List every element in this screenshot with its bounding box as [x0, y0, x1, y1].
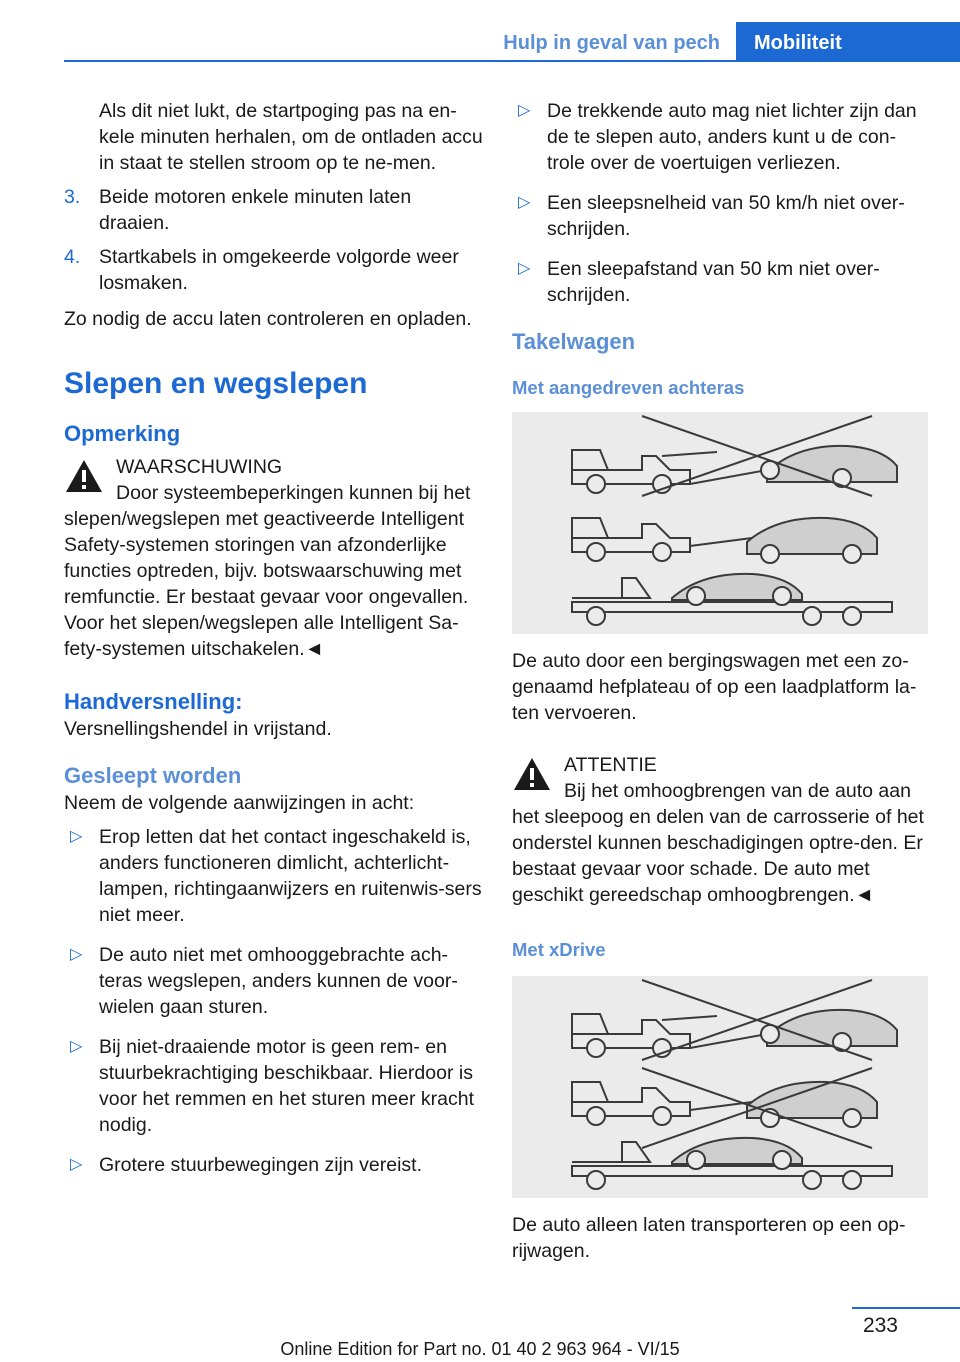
rwd-heading: Met aangedreven achteras: [512, 377, 745, 398]
step-item: [64, 244, 484, 296]
xdrive-text: De auto alleen laten transporteren op een op-rijwagen.: [512, 1214, 906, 1262]
triangle-bullet-icon: ▷: [518, 102, 531, 119]
header-section-title: Hulp in geval van pech: [503, 32, 720, 54]
intro-paragraph: Als dit niet lukt, de startpoging pas na en-kele minuten herhalen, om de ontladen accu in staat te stellen stroom op te ne-men.: [99, 100, 483, 174]
header-chapter-tab: Mobiliteit: [736, 22, 960, 62]
towing-illustration-xdrive: [512, 976, 928, 1198]
list-item-text: De trekkende auto mag niet lichter zijn dan de te slepen auto, anders kunt u de con-trole over de voertuigen verliezen.: [547, 100, 917, 174]
list-item: [64, 1034, 484, 1138]
step-number: 4.: [64, 246, 81, 268]
list-item-text: Bij niet-draaiende motor is geen rem- en stuurbekrachtiging beschikbaar. Hierdoor is voor het remmen en het sturen meer kracht nodig.: [99, 1036, 475, 1136]
warning-block: [64, 454, 484, 662]
right-column: [512, 98, 928, 1264]
warning-triangle-icon: [512, 756, 552, 792]
footer-rule: [852, 1307, 960, 1309]
triangle-bullet-icon: ▷: [518, 260, 531, 277]
towing-diagram-icon: [512, 976, 928, 1198]
triangle-bullet-icon: ▷: [70, 828, 83, 845]
list-item: [512, 190, 928, 242]
step-item: [64, 184, 484, 236]
towed-heading: Gesleept worden: [64, 763, 242, 788]
left-column: [64, 98, 484, 1192]
note-heading: Opmerking: [64, 421, 181, 446]
attention-label: ATTENTIE: [564, 754, 657, 776]
list-item-text: Een sleepsnelheid van 50 km/h niet over-schrijden.: [547, 192, 905, 240]
list-item: [512, 256, 928, 308]
step-number: 3.: [64, 186, 81, 208]
warning-text: Door systeembeperkingen kunnen bij het slepen/wegslepen met geactiveerde Intelligent Safety-systemen storingen van afzonderlijke functies optreden, bijv. botswaarschuwing met remfunctie. Er bestaat gevaar voor ongevallen. Voor het slepen/wegslepen alle Intelligent Sa-fety-systemen uitschakelen.◄: [64, 482, 471, 660]
tow-truck-heading: Takelwagen: [512, 329, 636, 354]
towing-diagram-icon: [512, 412, 928, 634]
list-item-text: Erop letten dat het contact ingeschakeld is, anders functioneren dimlicht, achterlicht-lampen, richtingaanwijzers en ruitenwis-sers niet meer.: [99, 826, 482, 926]
attention-text: Bij het omhoogbrengen van de auto aan het sleepoog en delen van de carrosserie of het onderstel kunnen beschadigingen optre-den. Er bestaat gevaar voor schade. De auto met geschikt gereedschap omhoogbrengen.◄: [512, 780, 924, 906]
triangle-bullet-icon: ▷: [70, 1038, 83, 1055]
warning-triangle-icon: [64, 458, 104, 494]
xdrive-heading: Met xDrive: [512, 939, 606, 960]
list-item: [64, 1152, 484, 1178]
list-item: [64, 824, 484, 928]
list-item-text: Grotere stuurbewegingen zijn vereist.: [99, 1154, 422, 1176]
manual-text: Versnellingshendel in vrijstand.: [64, 718, 332, 740]
warning-label: WAARSCHUWING: [116, 456, 283, 478]
page-number: 233: [862, 1314, 898, 1337]
closing-paragraph: Zo nodig de accu laten controleren en opladen.: [64, 308, 472, 330]
list-item-text: De auto niet met omhooggebrachte ach-teras wegslepen, anders kunnen de voor-wielen gaan sturen.: [99, 944, 458, 1018]
list-item-text: Een sleepafstand van 50 km niet over-schrijden.: [547, 258, 880, 306]
triangle-bullet-icon: ▷: [70, 1156, 83, 1173]
edition-footer: Online Edition for Part no. 01 40 2 963 964 - VI/15: [280, 1339, 680, 1359]
step-text: Beide motoren enkele minuten laten draaien.: [99, 186, 412, 234]
step-text: Startkabels in omgekeerde volgorde weer losmaken.: [99, 246, 459, 294]
section-title: Slepen en wegslepen: [64, 367, 368, 400]
list-item: [64, 942, 484, 1020]
rwd-text: De auto door een bergingswagen met een zo-genaamd hefplateau of op een laadplatform la-ten vervoeren.: [512, 650, 917, 724]
header-rule: [64, 60, 960, 62]
manual-heading: Handversnelling:: [64, 689, 243, 714]
attention-block: [512, 752, 928, 908]
triangle-bullet-icon: ▷: [70, 946, 83, 963]
list-item: [512, 98, 928, 176]
towed-intro: Neem de volgende aanwijzingen in acht:: [64, 792, 415, 814]
triangle-bullet-icon: ▷: [518, 194, 531, 211]
towing-illustration-rwd: [512, 412, 928, 634]
